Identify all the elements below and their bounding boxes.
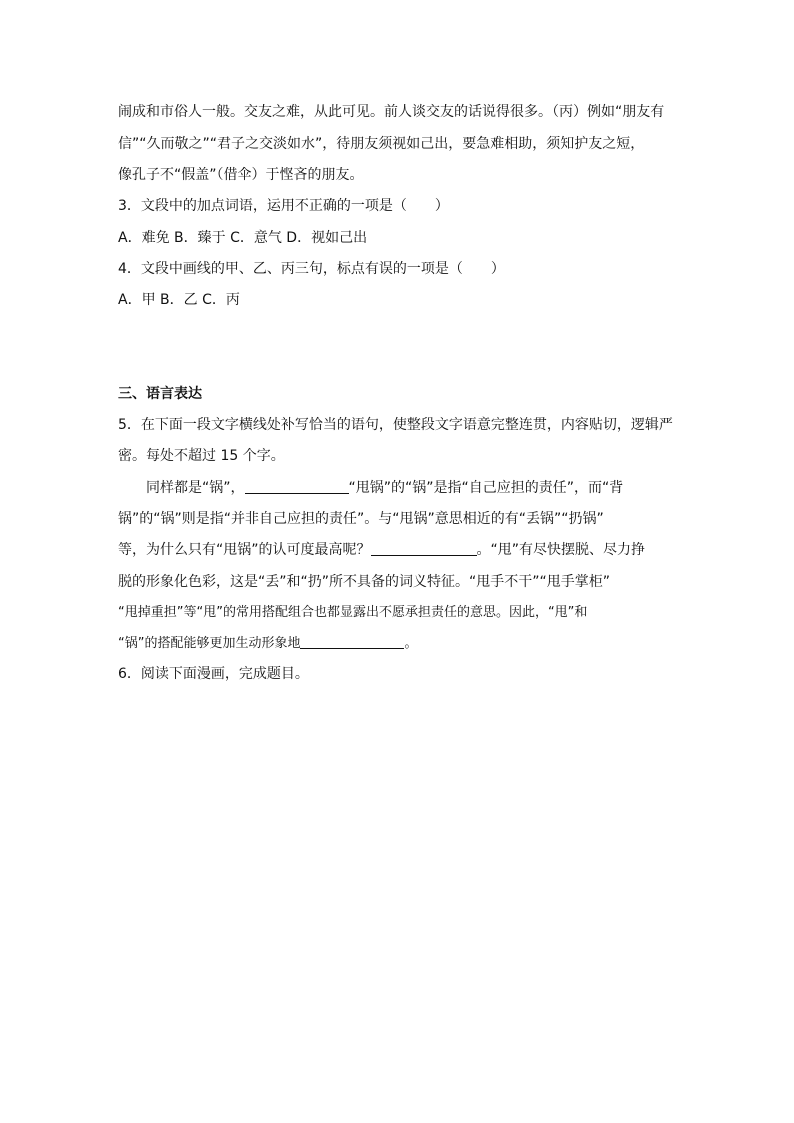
answer-blank-3[interactable] xyxy=(300,634,404,649)
question-5-paragraph-line-5: “甩掉重担”等“甩”的常用搭配组合也都显露出不愿承担责任的意思。因此，“甩”和 xyxy=(118,605,588,620)
question-3-stem: 3．文段中的加点词语，运用不正确的一项是（ ） xyxy=(118,198,449,214)
paragraph-text: 同样都是“锅”， xyxy=(146,480,245,496)
question-5-paragraph-line-4: 脱的形象化色彩，这是“丢”和“扔”所不具备的词义特征。“甩手不干”“甩手掌柜” xyxy=(118,574,611,590)
question-5-paragraph-line-1 xyxy=(146,478,623,498)
question-5-stem-line-1: 5．在下面一段文字横线处补写恰当的语句，使整段文字语意完整连贯，内容贴切，逻辑严 xyxy=(118,417,673,433)
paragraph-text: 。“甩”有尽快摆脱、尽力挣 xyxy=(476,542,646,558)
question-4-options: A．甲 B．乙 C．丙 xyxy=(118,292,240,308)
question-5-paragraph-line-2: 锅”的“锅”则是指“并非自己应担的责任”。与“甩锅”意思相近的有“丢锅”“扔锅” xyxy=(118,511,604,527)
paragraph-text: 等，为什么只有“甩锅”的认可度最高呢？ xyxy=(118,542,371,558)
passage-line-2: 信”“久而敬之”“君子之交淡如水”，待朋友须视如己出，要急难相助，须知护友之短， xyxy=(118,136,645,152)
paragraph-text: “甩锅”的“锅”是指“自己应担的责任”，而“背 xyxy=(348,480,624,496)
question-5-paragraph-line-6 xyxy=(118,634,418,654)
passage-line-3: 像孔子不“假盖”（借伞）于悭吝的朋友。 xyxy=(118,167,364,183)
paragraph-text: “锅”的搭配能够更加生动形象地 xyxy=(118,636,301,651)
section-heading: 三、语言表达 xyxy=(118,386,202,402)
question-4-stem: 4．文段中画线的甲、乙、丙三句，标点有误的一项是（ ） xyxy=(118,261,505,277)
question-5-stem-line-2: 密。每处不超过 15 个字。 xyxy=(118,448,285,464)
question-6-stem: 6．阅读下面漫画，完成题目。 xyxy=(118,666,309,682)
answer-blank-1[interactable] xyxy=(245,479,349,494)
question-5-paragraph-line-3 xyxy=(118,540,645,560)
passage-line-1: 闹成和市俗人一般。交友之难，从此可见。前人谈交友的话说得很多。（丙）例如“朋友有 xyxy=(118,104,665,120)
answer-blank-2[interactable] xyxy=(371,541,477,556)
paragraph-text: 。 xyxy=(404,636,418,651)
question-3-options: A．难免 B．臻于 C．意气 D．视如己出 xyxy=(118,230,368,246)
